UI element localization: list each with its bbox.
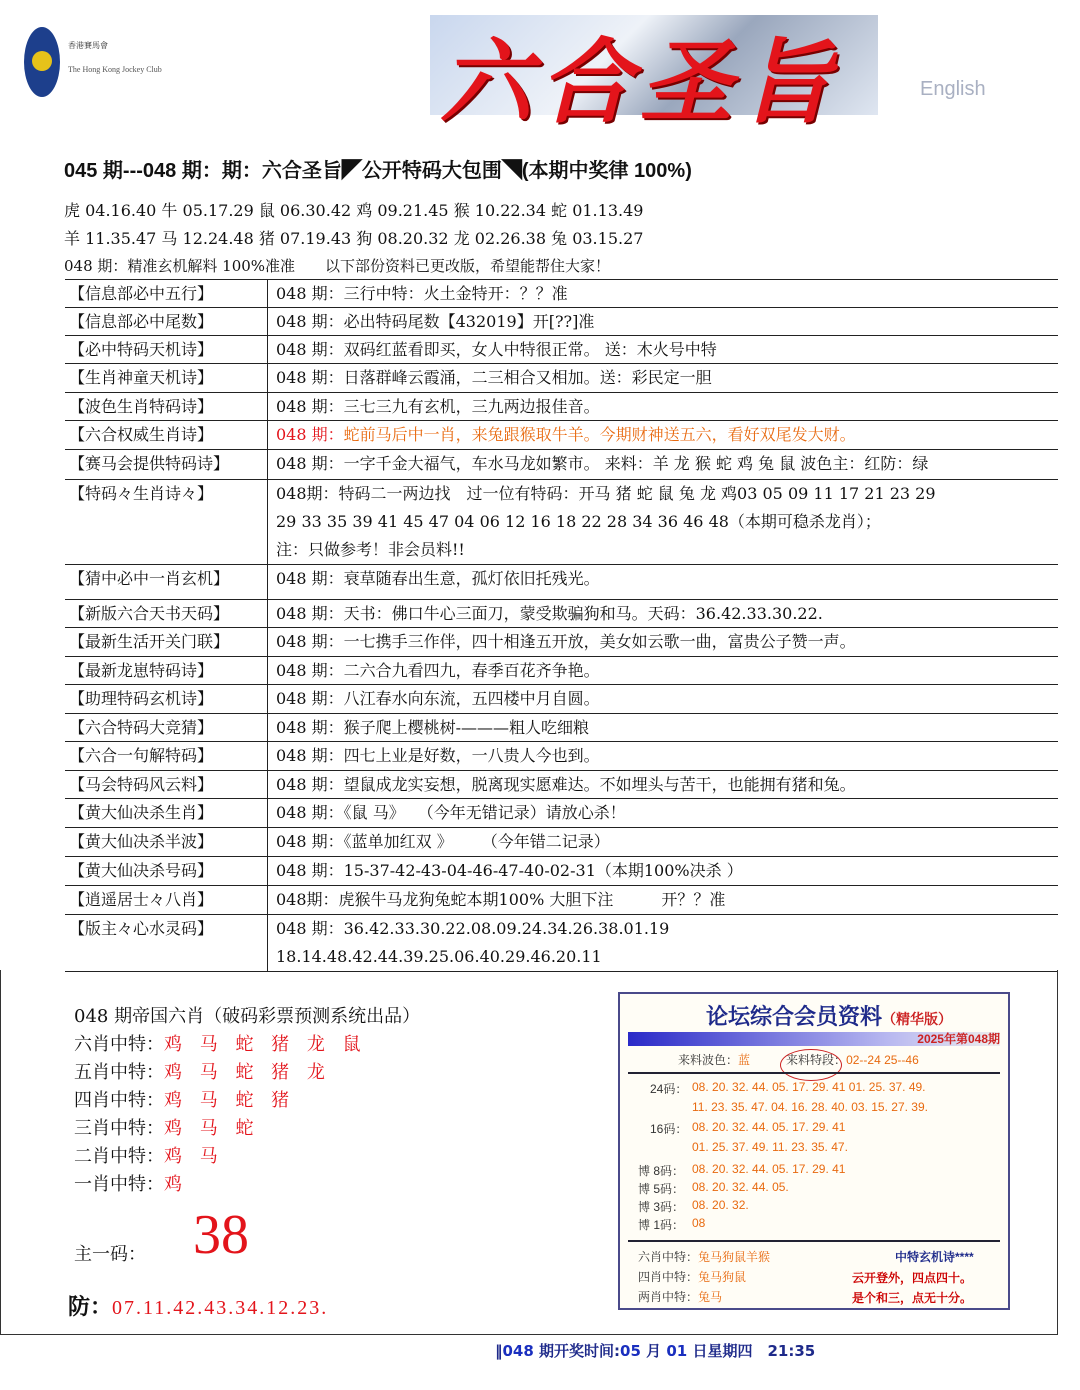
banner: [430, 15, 878, 136]
footer-month: 05: [620, 1342, 641, 1360]
table-row: [65, 421, 1058, 450]
line-label: 四肖中特：: [74, 1090, 164, 1111]
row-key: 【信息部必中尾数】: [65, 308, 268, 336]
code-line: [692, 1216, 705, 1230]
poem-line: 是个和三，点无十分。: [852, 1291, 973, 1305]
row-value: [268, 742, 1059, 771]
line-label: 三肖中特：: [74, 1118, 164, 1139]
bottom-label: 两肖中特：: [638, 1290, 699, 1304]
line-value: 鸡 马 蛇 猪 龙: [164, 1062, 331, 1083]
table-row: [65, 393, 1058, 421]
card-title: [706, 1000, 952, 1031]
code-values: 08. 20. 32.: [692, 1198, 749, 1212]
row-value: [268, 828, 1059, 857]
row-key: 【赛马会提供特码诗】: [65, 450, 268, 480]
code-line: [692, 1100, 928, 1114]
code-label: 博 5码：: [638, 1182, 685, 1196]
poem-title-wrap: [895, 1248, 974, 1265]
six-xiao-line: [74, 1115, 420, 1143]
line-value: 鸡 马: [164, 1146, 224, 1167]
table-row: [65, 657, 1058, 685]
row-line: 048 期：双码红蓝看即买，女人中特很正常。 送：木火号中特: [276, 340, 717, 359]
code-line: [692, 1120, 845, 1134]
footer-text: 期开奖时间:: [533, 1342, 621, 1360]
row-line: 048 期：必出特码尾数【432019】开[??]准: [276, 312, 595, 331]
code-values: 01. 25. 37. 49. 11. 23. 35. 47.: [692, 1140, 848, 1154]
six-xiao-line: [74, 1143, 420, 1171]
row-line: 048 期：三七三九有玄机，三九两边报佳音。: [276, 397, 600, 416]
footer-day: 01: [666, 1342, 688, 1360]
row-value: [268, 714, 1059, 742]
source-value: 蓝: [738, 1053, 751, 1067]
code-label-wrap: [638, 1198, 684, 1215]
row-line: 048 期：15-37-42-43-04-46-47-40-02-31（本期100%决杀 ）: [276, 861, 743, 880]
english-link[interactable]: English: [920, 78, 986, 100]
row-value: [268, 421, 1059, 450]
member-card: [618, 992, 1010, 1310]
row-value: [268, 886, 1059, 915]
row-key: 【六合一句解特码】: [65, 742, 268, 771]
row-line: 048期：特码二一两边找 过一位有特码：开马 猪 蛇 鼠 兔 龙 鸡03 05 09 11 17 21 23 29: [276, 484, 936, 503]
code-values: 08. 20. 32. 44. 05. 17. 29. 41 01. 25. 37. 49.: [692, 1080, 926, 1094]
table-row: [65, 336, 1058, 364]
zodiac-line: 羊 11.35.47 马 12.24.48 猪 07.19.43 狗 08.20.32 龙 02.26.38 兔 03.15.27: [64, 229, 644, 248]
six-xiao-list: [74, 1003, 420, 1199]
code-values: 11. 23. 35. 47. 04. 16. 28. 40. 03. 15. 27. 39.: [692, 1100, 928, 1114]
row-line: 048 期：四七上业是好数，一八贵人今也到。: [276, 746, 600, 765]
row-line: 注：只做参考！非会员料!!: [276, 540, 465, 559]
table-row: [65, 857, 1058, 886]
row-key: 【黄大仙决杀半波】: [65, 828, 268, 857]
table-row: [65, 600, 1058, 628]
row-value: [268, 450, 1059, 480]
table-row: [65, 799, 1058, 828]
row-key: 【黄大仙决杀生肖】: [65, 799, 268, 828]
row-line: 048期：虎猴牛马龙狗兔蛇本期100% 大胆下注 开？？准: [276, 890, 726, 909]
segment-label: 来料特段：: [786, 1053, 847, 1067]
row-value: [268, 685, 1059, 714]
main-code-label: 主一码：: [74, 1244, 146, 1265]
row-key: 【最新龙崽特码诗】: [65, 657, 268, 685]
divider: [628, 1240, 1000, 1242]
code-label-wrap: [638, 1216, 684, 1233]
footer-issue: 048: [502, 1342, 534, 1360]
row-line: 048 期：望鼠成龙实妄想，脱离现实愿难达。不如埋头与苦干，也能拥有猪和兔。: [276, 775, 856, 794]
banner-title: 六合圣旨: [440, 28, 841, 136]
row-line: 048 期：八江春水向东流，五四楼中月自圆。: [276, 689, 600, 708]
row-key: 【六合特码大竞猜】: [65, 714, 268, 742]
line-label: 五肖中特：: [74, 1062, 164, 1083]
six-xiao-line: [74, 1031, 420, 1059]
code-label: 博 3码：: [638, 1200, 685, 1214]
fang-line: [68, 1290, 328, 1321]
row-line: 048 期：猴子爬上樱桃树-———粗人吃细粮: [276, 718, 590, 737]
table-row: [65, 886, 1058, 915]
six-xiao-line: [74, 1171, 420, 1199]
divider: [628, 1072, 1000, 1074]
fang-value: 07.11.42.43.34.12.23.: [112, 1297, 329, 1319]
row-key: 【信息部必中五行】: [65, 280, 268, 308]
row-value: [268, 600, 1059, 628]
table-row: [65, 364, 1058, 393]
table-row: [65, 714, 1058, 742]
poem-title: 中特玄机诗****: [895, 1250, 974, 1264]
line-value: 鸡 马 蛇 猪: [164, 1090, 296, 1111]
row-value: [268, 393, 1059, 421]
row-line: 048 期：衰草随春出生意，孤灯依旧托残光。: [276, 569, 600, 588]
card-edition: （精华版）: [882, 1011, 953, 1027]
line-label: 六肖中特：: [74, 1034, 164, 1055]
row-key: 【版主々心水灵码】: [65, 915, 268, 972]
code-label: 16码：: [650, 1122, 688, 1136]
row-value: [268, 480, 1059, 565]
row-line: 29 33 35 39 41 45 47 04 06 12 16 18 22 28 34 36 46 48（本期可稳杀龙肖）；: [276, 512, 881, 531]
jockey-club-logo[interactable]: [24, 25, 174, 100]
code-values: 08. 20. 32. 44. 05. 17. 29. 41: [692, 1162, 846, 1176]
footer-time: 21:35: [767, 1342, 816, 1360]
code-line: [692, 1140, 848, 1154]
table-row: [65, 280, 1058, 308]
six-xiao-line: [74, 1087, 420, 1115]
code-line: [692, 1180, 789, 1194]
poem-line: 云开登外，四点四十。: [852, 1271, 973, 1285]
logo-cn: 香港賽馬會: [68, 41, 108, 50]
code-label: 博 1码：: [638, 1218, 685, 1232]
row-key: 【助理特码玄机诗】: [65, 685, 268, 714]
logo-en: The Hong Kong Jockey Club: [68, 65, 162, 74]
row-key: 【新版六合天书天码】: [65, 600, 268, 628]
row-line: 048 期：天书：佛口牛心三面刀，蒙受欺骗狗和马。天码：36.42.33.30.22.: [276, 604, 823, 623]
row-key: 【六合权威生肖诗】: [65, 421, 268, 450]
segment-value: 02--24 25--46: [846, 1053, 919, 1067]
bottom-value: 兔马: [698, 1290, 723, 1304]
line-value: 鸡 马 蛇: [164, 1118, 260, 1139]
row-value: [268, 771, 1059, 799]
code-label-wrap: [638, 1180, 684, 1197]
row-line: 048 期：《蓝单加红双 》 （今年错二记录）: [276, 832, 610, 851]
row-prefix: 048 期：: [276, 425, 344, 444]
bottom-line: [638, 1288, 722, 1305]
row-value: [268, 628, 1059, 657]
code-label: 博 8码：: [638, 1164, 685, 1178]
six-xiao-title: 048 期帝国六肖（破码彩票预测系统出品）: [74, 1006, 421, 1027]
card-issue: 2025年第048期: [917, 1032, 1000, 1046]
table-row: [65, 915, 1058, 972]
row-key: 【最新生活开关门联】: [65, 628, 268, 657]
row-line: 048 期：一七携手三作伴，四十相逢五开放，美女如云歌一曲，富贵公子赞一声。: [276, 632, 856, 651]
draw-time: [495, 1340, 815, 1361]
card-title-text: 论坛综合会员资料: [706, 1004, 883, 1029]
row-value: [268, 336, 1059, 364]
line-label: 一肖中特：: [74, 1174, 164, 1195]
fang-label: 防：: [68, 1294, 113, 1320]
code-label-wrap: [638, 1162, 684, 1179]
footer-text: 日星期四: [687, 1342, 768, 1360]
row-value: [268, 280, 1059, 308]
row-value: [268, 364, 1059, 393]
code-line: [692, 1162, 845, 1176]
six-xiao-line: [74, 1059, 420, 1087]
bottom-label: 六肖中特：: [638, 1250, 699, 1264]
table-row: [65, 628, 1058, 657]
code-line: [692, 1080, 926, 1094]
row-key: 【特码々生肖诗々】: [65, 480, 268, 565]
row-line: 蛇前马后中一肖，来兔跟猴取牛羊。今期财神送五六，看好双尾发大财。: [343, 425, 856, 444]
row-value: [268, 308, 1059, 336]
zodiac-line: 虎 04.16.40 牛 05.17.29 鼠 06.30.42 鸡 09.21.45 猴 10.22.34 蛇 01.13.49: [64, 201, 644, 220]
divider: [0, 1334, 1058, 1335]
info-table: [65, 279, 1058, 972]
row-value: [268, 915, 1059, 972]
row-line: 048 期：《鼠 马》 （今年无错记录）请放心杀！: [276, 803, 626, 822]
row-key: 【猜中必中一肖玄机】: [65, 565, 268, 600]
table-row: [65, 685, 1058, 714]
bottom-line: [638, 1248, 770, 1265]
row-value: [268, 657, 1059, 685]
code-label: 24码：: [650, 1082, 688, 1096]
row-key: 【波色生肖特码诗】: [65, 393, 268, 421]
logo-emblem-icon: [24, 27, 60, 97]
poem-line-wrap: [852, 1289, 972, 1306]
row-value: [268, 857, 1059, 886]
line-value: 鸡: [164, 1174, 188, 1195]
code-line: [692, 1198, 749, 1212]
row-key: 【黄大仙决杀号码】: [65, 857, 268, 886]
row-line: 048 期：三行中特：火土金特开：？？准: [276, 284, 568, 303]
table-row: [65, 308, 1058, 336]
main-code-value: 38: [193, 1204, 249, 1266]
source-label: 来料波色：: [678, 1053, 739, 1067]
code-label-wrap: [650, 1120, 687, 1137]
code-values: 08. 20. 32. 44. 05. 17. 29. 41: [692, 1120, 846, 1134]
row-key: 【逍遥居士々八肖】: [65, 886, 268, 915]
red-circle-mark: [780, 1049, 842, 1081]
code-label-wrap: [650, 1080, 687, 1097]
table-row: [65, 742, 1058, 771]
bottom-label: 四肖中特：: [638, 1270, 699, 1284]
row-line: 18.14.48.42.44.39.25.06.40.29.46.20.11: [276, 947, 602, 966]
row-line: 048 期：日落群峰云霞涌，二三相合又相加。送：彩民定一胆: [276, 368, 712, 387]
row-key: 【马会特码风云料】: [65, 771, 268, 799]
bottom-value: 兔马狗鼠: [698, 1270, 747, 1284]
page-title: 045 期---048 期：期：六合圣旨◤公开特码大包围◥(本期中奖律 100%): [64, 160, 692, 182]
poem-line-wrap: [852, 1269, 972, 1286]
table-row: [65, 480, 1058, 565]
bottom-line: [638, 1268, 746, 1285]
row-line: 048 期：36.42.33.30.22.08.09.24.34.26.38.01.19: [276, 919, 670, 938]
row-value: [268, 565, 1059, 600]
table-row: [65, 565, 1058, 600]
footer-text: 月: [640, 1342, 667, 1360]
row-key: 【必中特码天机诗】: [65, 336, 268, 364]
row-line: 048 期：一字千金大福气，车水马龙如繁市。 来料：羊 龙 猴 蛇 鸡 兔 鼠 波色主：红防：绿: [276, 454, 929, 473]
notice: 048 期：精准玄机解料 100%准准 以下部份资料已更改版，希望能帮住大家！: [64, 257, 611, 275]
code-values: 08: [692, 1216, 706, 1230]
code-values: 08. 20. 32. 44. 05.: [692, 1180, 789, 1194]
table-row: [65, 450, 1058, 480]
row-line: 048 期：二六合九看四九，春季百花齐争艳。: [276, 661, 600, 680]
bottom-value: 兔马狗鼠羊猴: [698, 1250, 771, 1264]
footer-prefix: ‖: [495, 1342, 503, 1360]
row-value: [268, 799, 1059, 828]
line-value: 鸡 马 蛇 猪 龙 鼠: [164, 1034, 367, 1055]
table-row: [65, 828, 1058, 857]
line-label: 二肖中特：: [74, 1146, 164, 1167]
table-row: [65, 771, 1058, 799]
row-key: 【生肖神童天机诗】: [65, 364, 268, 393]
